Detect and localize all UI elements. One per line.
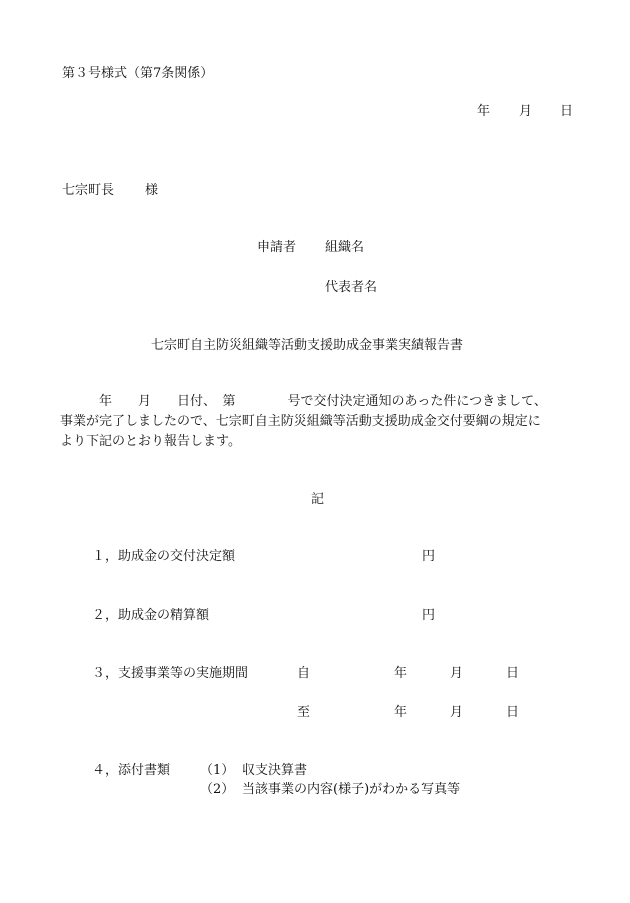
form-number-label: 第３号様式（第7条関係） [62,66,214,81]
report-body-paragraph [60,392,580,452]
body-line: 事業が完了しましたので、七宗町自主防災組織等活動支援助成金交付要綱の規定に [60,414,541,429]
period-from-year: 年 [394,666,408,681]
attachment-1-number: （1） [200,763,235,778]
ki-heading: 記 [311,492,325,507]
date-day-label: 日 [560,104,574,119]
period-to-year: 年 [394,705,408,720]
body-line: 年 月 日付、 第 号で交付決定通知のあった件につきまして、 [60,394,547,409]
item-1-unit: 円 [422,549,436,564]
item-2-unit: 円 [422,608,436,623]
organization-name-label: 組織名 [325,240,365,255]
period-to-month: 月 [450,705,464,720]
period-from-month: 月 [450,666,464,681]
body-line: より下記のとおり報告します。 [60,434,241,449]
attachment-1-text: 収支決算書 [242,763,308,778]
representative-name-label: 代表者名 [325,280,378,295]
attachment-2-text: 当該事業の内容(様子)がわかる写真等 [242,782,461,797]
attachment-2-number: （2） [200,782,235,797]
item-1-label: １，助成金の交付決定額 [92,549,236,564]
addressee-title: 七宗町長 [62,183,115,198]
period-to-label: 至 [297,705,311,720]
item-2-label: ２，助成金の精算額 [92,608,210,623]
period-from-label: 自 [297,666,311,681]
period-from-day: 日 [506,666,520,681]
applicant-label: 申請者 [257,240,297,255]
date-month-label: 月 [519,104,533,119]
item-4-label: ４，添付書類 [92,763,171,778]
document-title: 七宗町自主防災組織等活動支援助成金事業実績報告書 [151,338,464,353]
period-to-day: 日 [506,705,520,720]
addressee-honorific: 様 [145,183,159,198]
item-3-label: ３，支援事業等の実施期間 [92,666,249,681]
date-year-label: 年 [477,104,491,119]
